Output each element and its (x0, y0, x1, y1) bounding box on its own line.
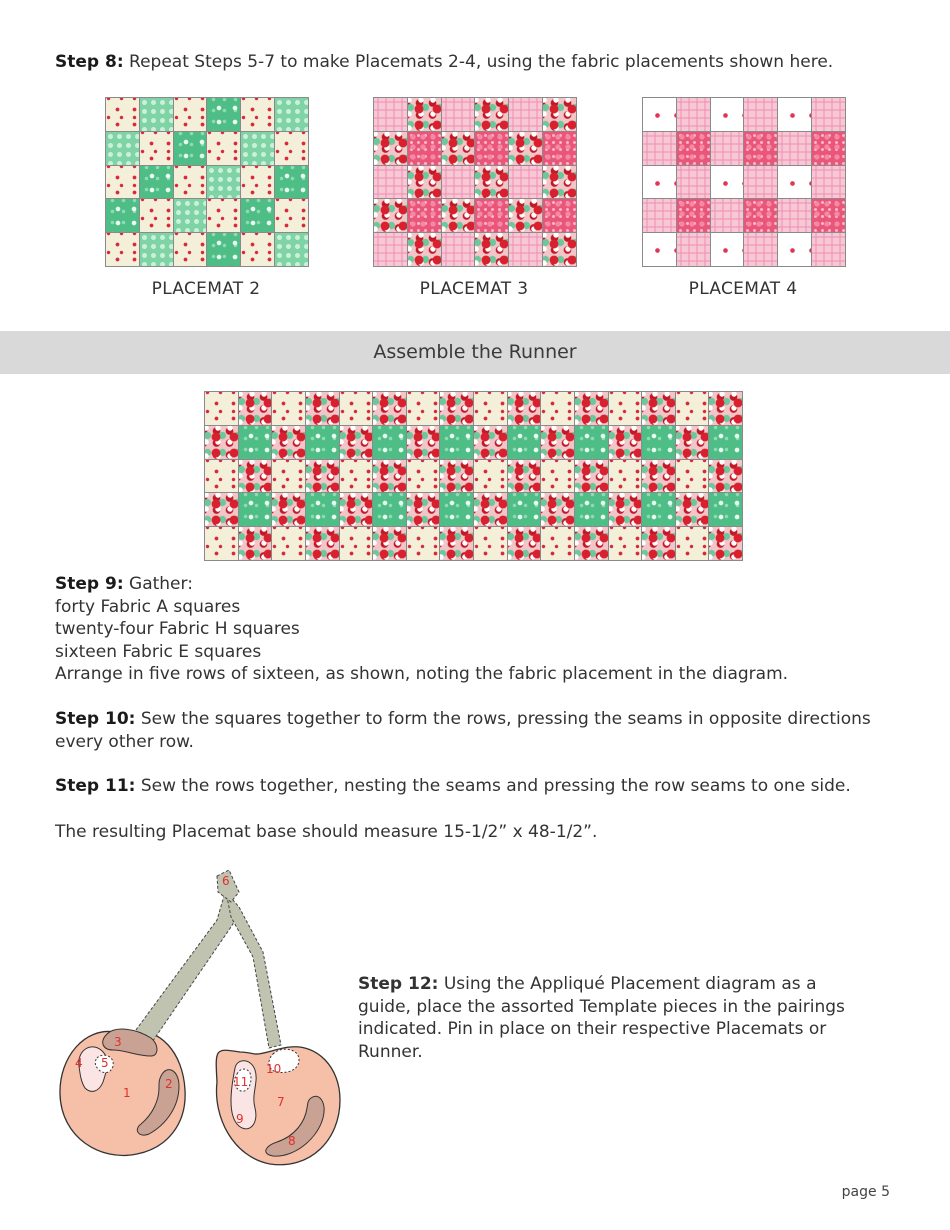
step-9-line-3: sixteen Fabric E squares (55, 641, 262, 662)
fabric-square (440, 527, 473, 560)
fabric-square (744, 166, 777, 199)
fabric-square (442, 166, 475, 199)
fabric-square (643, 98, 676, 131)
fabric-square (408, 166, 441, 199)
fabric-square (812, 166, 845, 199)
fabric-square (239, 460, 272, 493)
fabric-square (709, 392, 742, 425)
fabric-square (474, 527, 507, 560)
fabric-square (709, 426, 742, 459)
fabric-square (711, 132, 744, 165)
fabric-square (676, 460, 709, 493)
fabric-square (205, 460, 238, 493)
fabric-square (543, 132, 576, 165)
fabric-square (241, 132, 274, 165)
fabric-square (207, 166, 240, 199)
fabric-square (207, 98, 240, 131)
fabric-square (709, 460, 742, 493)
applique-label-5: 5 (101, 1056, 109, 1070)
fabric-square (275, 98, 308, 131)
fabric-square (541, 527, 574, 560)
fabric-square (812, 132, 845, 165)
fabric-square (442, 199, 475, 232)
fabric-square (241, 98, 274, 131)
placemat-3-caption: PLACEMAT 3 (419, 279, 529, 299)
fabric-square (778, 98, 811, 131)
fabric-square (207, 233, 240, 266)
fabric-square (340, 527, 373, 560)
fabric-square (106, 233, 139, 266)
fabric-square (543, 233, 576, 266)
fabric-square (205, 493, 238, 526)
fabric-square (643, 233, 676, 266)
step-9-line-1: forty Fabric A squares (55, 596, 241, 617)
fabric-square (744, 98, 777, 131)
fabric-square (642, 460, 675, 493)
fabric-square (609, 426, 642, 459)
fabric-square (677, 132, 710, 165)
placemat-3-diagram (373, 97, 577, 267)
fabric-square (609, 460, 642, 493)
fabric-square (205, 527, 238, 560)
fabric-square (642, 493, 675, 526)
fabric-square (509, 233, 542, 266)
fabric-square (374, 98, 407, 131)
fabric-square (642, 426, 675, 459)
fabric-square (508, 426, 541, 459)
fabric-square (340, 392, 373, 425)
step-9-paragraph (55, 573, 915, 686)
fabric-square (508, 527, 541, 560)
fabric-square (575, 426, 608, 459)
fabric-square (241, 233, 274, 266)
applique-label-2: 2 (165, 1077, 173, 1091)
fabric-square (474, 392, 507, 425)
applique-label-4: 4 (75, 1056, 83, 1070)
applique-label-10: 10 (266, 1062, 282, 1076)
page-number: page 5 (841, 1184, 890, 1200)
fabric-square (778, 233, 811, 266)
fabric-square (408, 233, 441, 266)
fabric-square (442, 233, 475, 266)
fabric-square (306, 493, 339, 526)
fabric-square (205, 392, 238, 425)
applique-label-1: 1 (123, 1086, 131, 1100)
fabric-square (508, 493, 541, 526)
fabric-square (475, 233, 508, 266)
fabric-square (408, 199, 441, 232)
fabric-square (241, 199, 274, 232)
fabric-square (676, 426, 709, 459)
fabric-square (340, 493, 373, 526)
fabric-square (744, 233, 777, 266)
fabric-square (275, 199, 308, 232)
fabric-square (440, 426, 473, 459)
fabric-square (106, 132, 139, 165)
fabric-square (711, 98, 744, 131)
fabric-square (575, 460, 608, 493)
fabric-square (676, 493, 709, 526)
applique-label-6: 6 (222, 874, 230, 888)
fabric-square (174, 166, 207, 199)
fabric-square (239, 426, 272, 459)
fabric-square (239, 527, 272, 560)
fabric-square (207, 132, 240, 165)
fabric-square (509, 166, 542, 199)
fabric-square (440, 493, 473, 526)
fabric-square (541, 460, 574, 493)
applique-label-3: 3 (114, 1035, 122, 1049)
fabric-square (272, 426, 305, 459)
fabric-square (306, 527, 339, 560)
fabric-square (541, 493, 574, 526)
fabric-square (642, 392, 675, 425)
fabric-square (207, 199, 240, 232)
fabric-square (408, 98, 441, 131)
fabric-square (474, 460, 507, 493)
fabric-square (140, 199, 173, 232)
fabric-square (239, 493, 272, 526)
fabric-square (508, 460, 541, 493)
fabric-square (711, 166, 744, 199)
fabric-square (373, 392, 406, 425)
step-9-outro: Arrange in five rows of sixteen, as shown, noting the fabric placement in the diagram. (55, 664, 789, 684)
fabric-square (241, 166, 274, 199)
fabric-square (407, 460, 440, 493)
fabric-square (407, 493, 440, 526)
right-stem (226, 892, 281, 1048)
fabric-square (306, 426, 339, 459)
fabric-square (373, 426, 406, 459)
fabric-square (374, 166, 407, 199)
fabric-square (509, 98, 542, 131)
fabric-square (275, 233, 308, 266)
fabric-square (643, 132, 676, 165)
step-9-label: Step 9: (55, 574, 124, 594)
fabric-square (541, 392, 574, 425)
fabric-square (475, 132, 508, 165)
fabric-square (609, 392, 642, 425)
step-10-text: Sew the squares together to form the rows, pressing the seams in opposite directions every other row. (55, 709, 871, 752)
applique-label-7: 7 (277, 1095, 285, 1109)
fabric-square (677, 166, 710, 199)
fabric-square (812, 98, 845, 131)
fabric-square (407, 392, 440, 425)
step-9-intro: Gather: (123, 574, 193, 594)
fabric-square (812, 233, 845, 266)
fabric-square (541, 426, 574, 459)
step-11-text: Sew the rows together, nesting the seams and pressing the row seams to one side. (135, 776, 851, 796)
fabric-square (275, 166, 308, 199)
placemat-4-caption: PLACEMAT 4 (688, 279, 798, 299)
fabric-square (676, 392, 709, 425)
fabric-square (575, 527, 608, 560)
applique-label-11: 11 (233, 1075, 249, 1089)
fabric-square (272, 527, 305, 560)
fabric-square (711, 233, 744, 266)
fabric-square (778, 166, 811, 199)
fabric-square (709, 493, 742, 526)
fabric-square (509, 199, 542, 232)
fabric-square (543, 98, 576, 131)
fabric-square (140, 166, 173, 199)
result-measurement: The resulting Placemat base should measure 15-1/2” x 48-1/2”. (55, 822, 598, 842)
fabric-square (642, 527, 675, 560)
fabric-square (475, 166, 508, 199)
fabric-square (543, 166, 576, 199)
fabric-square (239, 392, 272, 425)
left-stem (130, 889, 234, 1048)
fabric-square (744, 199, 777, 232)
fabric-square (709, 527, 742, 560)
step-9-heading-line (55, 573, 915, 596)
fabric-square (106, 199, 139, 232)
step-10-label: Step 10: (55, 709, 136, 729)
fabric-square (677, 233, 710, 266)
step-12-text: Using the Appliqué Placement diagram as a guide, place the assorted Template pieces in the pairings indicated. Pin in place on their respective Placemats or Runner. (358, 974, 845, 1062)
fabric-square (340, 426, 373, 459)
fabric-square (340, 460, 373, 493)
fabric-square (140, 98, 173, 131)
fabric-square (272, 493, 305, 526)
fabric-square (778, 132, 811, 165)
step-8-label: Step 8: (55, 52, 124, 72)
fabric-square (575, 392, 608, 425)
fabric-square (677, 98, 710, 131)
step-8-paragraph (55, 51, 915, 74)
fabric-square (174, 199, 207, 232)
step-8-text: Repeat Steps 5-7 to make Placemats 2-4, using the fabric placements shown here. (123, 52, 834, 72)
runner-diagram (204, 391, 743, 561)
fabric-square (106, 166, 139, 199)
fabric-square (106, 98, 139, 131)
fabric-square (373, 460, 406, 493)
applique-label-8: 8 (288, 1134, 296, 1148)
fabric-square (140, 233, 173, 266)
fabric-square (272, 460, 305, 493)
fabric-square (373, 493, 406, 526)
step-12-paragraph (358, 973, 868, 1063)
fabric-square (374, 132, 407, 165)
step-11-paragraph (55, 775, 915, 798)
fabric-square (374, 233, 407, 266)
section-title: Assemble the Runner (373, 341, 577, 363)
fabric-square (509, 132, 542, 165)
fabric-square (575, 493, 608, 526)
placemat-2-caption: PLACEMAT 2 (151, 279, 261, 299)
fabric-square (474, 493, 507, 526)
fabric-square (442, 98, 475, 131)
fabric-square (778, 199, 811, 232)
fabric-square (711, 199, 744, 232)
step-10-paragraph (55, 708, 915, 753)
fabric-square (408, 132, 441, 165)
fabric-square (306, 460, 339, 493)
fabric-square (677, 199, 710, 232)
fabric-square (676, 527, 709, 560)
fabric-square (407, 426, 440, 459)
fabric-square (812, 199, 845, 232)
fabric-square (205, 426, 238, 459)
fabric-square (643, 166, 676, 199)
step-11-label: Step 11: (55, 776, 136, 796)
step-12-label: Step 12: (358, 974, 439, 994)
fabric-square (609, 527, 642, 560)
fabric-square (174, 132, 207, 165)
fabric-square (374, 199, 407, 232)
fabric-square (744, 132, 777, 165)
fabric-square (272, 392, 305, 425)
step-9-line-2: twenty-four Fabric H squares (55, 619, 300, 639)
fabric-square (140, 132, 173, 165)
fabric-square (609, 493, 642, 526)
fabric-square (475, 98, 508, 131)
fabric-square (306, 392, 339, 425)
fabric-square (373, 527, 406, 560)
fabric-square (407, 527, 440, 560)
placemat-4-diagram (642, 97, 846, 267)
fabric-square (174, 98, 207, 131)
placemat-2-diagram (105, 97, 309, 267)
fabric-square (440, 460, 473, 493)
fabric-square (474, 426, 507, 459)
fabric-square (440, 392, 473, 425)
fabric-square (508, 392, 541, 425)
applique-placement-diagram (55, 862, 343, 1180)
section-header-bar (0, 331, 950, 374)
fabric-square (643, 199, 676, 232)
applique-label-9: 9 (236, 1112, 244, 1126)
fabric-square (174, 233, 207, 266)
fabric-square (543, 199, 576, 232)
fabric-square (475, 199, 508, 232)
fabric-square (275, 132, 308, 165)
fabric-square (442, 132, 475, 165)
